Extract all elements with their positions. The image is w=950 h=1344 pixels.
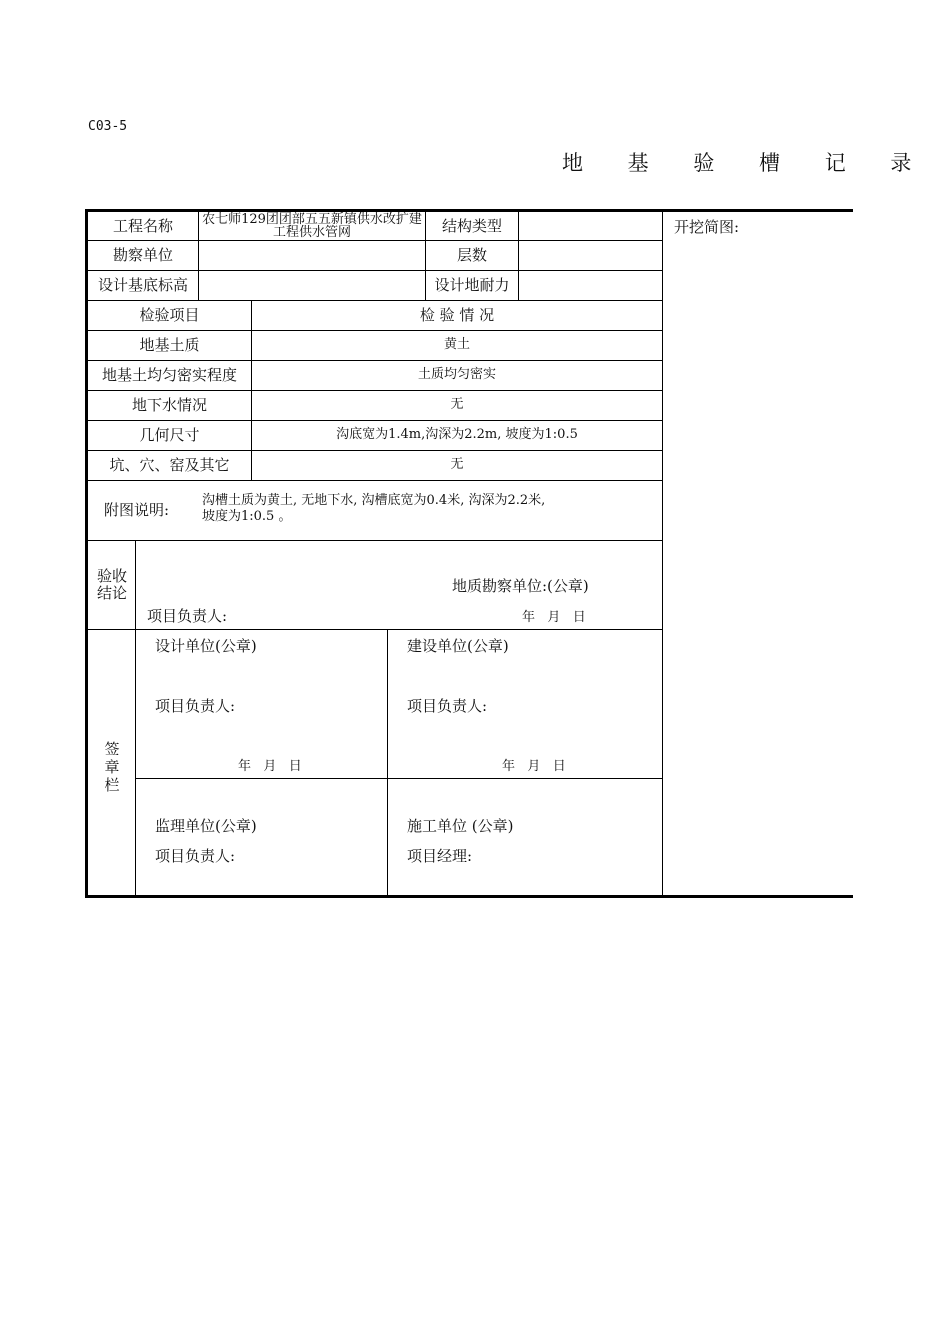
acceptance-label: 验收结论 [96,567,127,602]
structure-type-label: 结构类型 [441,216,502,235]
inspection-status-header: 检 验 情 况 [419,306,495,325]
supervision-project-lead: 项目负责人: [155,847,236,865]
survey-seal-label: 地质勘察单位:(公章) [452,577,589,595]
note-label: 附图说明: [104,501,170,520]
inspection-status: 沟底宽为1.4m,沟深为2.2m, 坡度为1:0.5 [336,427,578,443]
inspection-status: 无 [450,397,464,413]
design-bearing-label: 设计地耐力 [434,276,510,295]
note-text-line: 坡度为1:0.5 。 [202,509,292,524]
inspection-item: 坑、穴、窑及其它 [109,456,230,475]
builder-project-manager: 项目经理: [407,847,473,865]
inspection-item: 地下水情况 [131,396,207,415]
acceptance-date: 年 月 日 [522,610,586,625]
survey-unit-label: 勘察单位 [112,246,173,265]
inspection-status: 黄土 [443,337,470,353]
form-code: C03-5 [88,119,128,134]
inspection-item: 几何尺寸 [139,426,200,445]
design-unit-label: 设计单位(公章) [155,637,257,655]
inspection-status: 土质均匀密实 [417,367,496,383]
construction-date: 年 月 日 [502,759,566,774]
note-text-line: 沟槽土质为黄土, 无地下水, 沟槽底宽为0.4米, 沟深为2.2米, [202,493,546,508]
design-date: 年 月 日 [238,759,302,774]
supervision-unit-label: 监理单位(公章) [155,817,257,835]
inspection-item: 地基土均匀密实程度 [101,366,237,385]
builder-unit-label: 施工单位 (公章) [407,817,514,835]
inspection-item: 地基土质 [139,336,200,355]
construction-project-lead: 项目负责人: [407,697,488,715]
page-title: 地 基 验 槽 记 录 [562,151,931,175]
design-project-lead: 项目负责人: [155,697,236,715]
note-text [202,493,652,525]
structure-type-value [519,212,662,240]
inspection-item-header: 检验项目 [139,306,200,325]
construction-unit-label: 建设单位(公章) [407,637,509,655]
signature-label: 签章栏 [104,740,120,794]
project-name-value: 农七师129团团部五五新镇供水改扩建工程供水管网 [202,212,422,240]
inspection-form-table [85,209,853,898]
inspection-status: 无 [450,457,464,473]
acceptance-project-lead: 项目负责人: [147,607,228,625]
project-name-label: 工程名称 [112,216,173,235]
excavation-sketch-label: 开挖简图: [674,218,740,236]
design-elevation-label: 设计基底标高 [97,276,188,295]
floors-label: 层数 [456,246,487,265]
